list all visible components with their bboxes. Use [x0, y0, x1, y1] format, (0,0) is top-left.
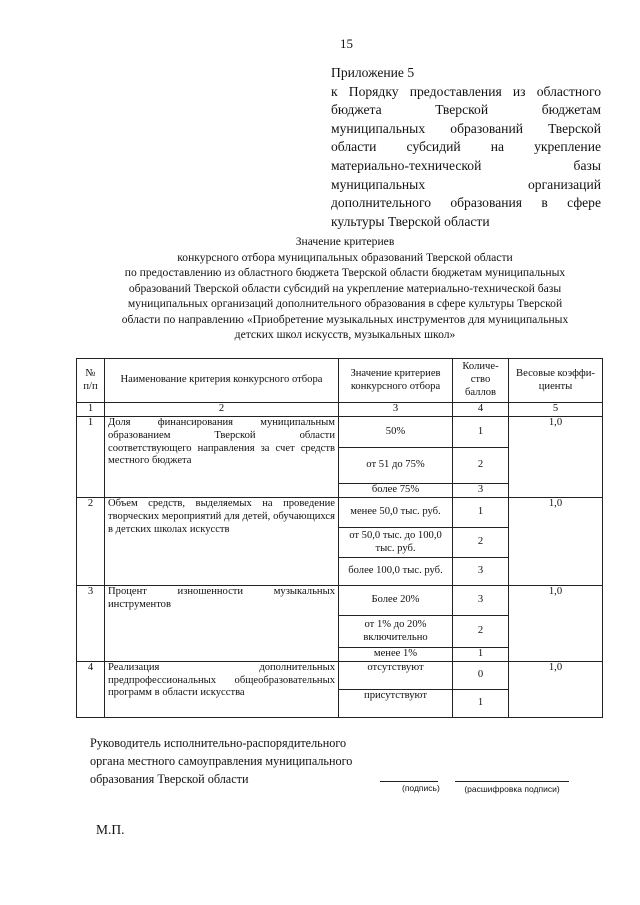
table-row [77, 498, 603, 528]
header-points: Количе-ство баллов [453, 359, 509, 403]
document-title [80, 234, 610, 343]
criterion-value: от 51 до 75% [339, 448, 453, 484]
criteria-table [76, 358, 603, 718]
criterion-points: 2 [453, 448, 509, 484]
table-row [77, 661, 603, 689]
stamp-placeholder: М.П. [96, 822, 125, 837]
signature-caption: (подпись) [402, 783, 440, 793]
page-number: 15 [340, 36, 353, 51]
header-weight: Весовые коэффи-циенты [509, 359, 603, 403]
criterion-weight: 1,0 [509, 498, 603, 586]
criterion-value: 50% [339, 417, 453, 448]
criterion-points: 1 [453, 498, 509, 528]
appendix-line: Приложение 5 [331, 65, 415, 80]
appendix-line: к Порядку предоставления из областного [331, 83, 601, 99]
title-line: Значение критериев [295, 235, 395, 248]
appendix-line: культуры Тверской области [331, 213, 490, 229]
signatory-line: образования Тверской области [90, 772, 249, 786]
criterion-value: менее 1% [339, 648, 453, 662]
table-row [77, 586, 603, 616]
criterion-name: Доля финансирования муниципальным образованием Тверской области соответствующего направления за счет средств местного бюджета [105, 417, 339, 498]
column-number-row [77, 403, 603, 417]
criterion-points: 1 [453, 648, 509, 662]
criterion-value: отсутствуют [339, 661, 453, 689]
criterion-value: присутствуют [339, 689, 453, 717]
appendix-line: муниципальных организаций [331, 176, 601, 192]
appendix-line: муниципальных образований Тверской [331, 120, 601, 136]
criterion-name: Реализация дополнительных предпрофессиональных общеобразовательных программ в области искусства [105, 661, 339, 717]
title-line: образований Тверской области субсидий на укрепление материально-технической базы [128, 281, 562, 295]
title-line: детских школ искусств, музыкальных школ» [234, 328, 456, 341]
column-number: 4 [453, 403, 509, 417]
header-num: № п/п [77, 359, 105, 403]
criterion-value: Более 20% [339, 586, 453, 616]
decoding-caption: (расшифровка подписи) [464, 784, 560, 794]
column-number: 1 [77, 403, 105, 417]
title-line: по предоставлению из областного бюджета Тверской области бюджетам муниципальных [124, 266, 566, 279]
table-header-row [77, 359, 603, 403]
criterion-points: 2 [453, 616, 509, 648]
title-line: муниципальных организаций дополнительного образования в сфере культуры Тверской [127, 297, 563, 310]
criterion-value: от 50,0 тыс. до 100,0 тыс. руб. [339, 528, 453, 558]
title-line: области по направлению «Приобретение музыкальных инструментов для муниципальных [121, 312, 569, 326]
row-num: 4 [77, 661, 105, 717]
criterion-value: более 75% [339, 484, 453, 498]
criterion-points: 0 [453, 661, 509, 689]
header-value: Значение критериев конкурсного отбора [339, 359, 453, 403]
criterion-value: от 1% до 20% включительно [339, 616, 453, 648]
criterion-name: Процент изношенности музыкальных инструментов [105, 586, 339, 662]
column-number: 5 [509, 403, 603, 417]
criterion-value: менее 50,0 тыс. руб. [339, 498, 453, 528]
criterion-points: 3 [453, 558, 509, 586]
criterion-value: более 100,0 тыс. руб. [339, 558, 453, 586]
criterion-points: 3 [453, 586, 509, 616]
signature-decoding-field-line [455, 781, 569, 782]
signatory-line: Руководитель исполнительно-распорядительного [90, 736, 347, 750]
criterion-points: 2 [453, 528, 509, 558]
appendix-line: материально-технической базы [331, 157, 601, 173]
appendix-line: дополнительного образования в сфере [331, 195, 601, 211]
appendix-line: бюджета Тверской бюджетам [331, 102, 601, 118]
row-num: 1 [77, 417, 105, 498]
criterion-weight: 1,0 [509, 586, 603, 662]
signature-field-line [380, 781, 438, 782]
signatory-block [90, 734, 390, 788]
appendix-header [331, 64, 601, 231]
criterion-points: 1 [453, 417, 509, 448]
criterion-weight: 1,0 [509, 417, 603, 498]
table-row [77, 417, 603, 448]
criterion-name: Объем средств, выделяемых на проведение творческих мероприятий для детей, обучающихся в детских школах искусств [105, 498, 339, 586]
appendix-line: области субсидий на укрепление [331, 139, 601, 155]
column-number: 2 [105, 403, 339, 417]
row-num: 2 [77, 498, 105, 586]
criterion-weight: 1,0 [509, 661, 603, 717]
criterion-points: 3 [453, 484, 509, 498]
header-name: Наименование критерия конкурсного отбора [105, 359, 339, 403]
column-number: 3 [339, 403, 453, 417]
row-num: 3 [77, 586, 105, 662]
criterion-points: 1 [453, 689, 509, 717]
title-line: конкурсного отбора муниципальных образований Тверской области [177, 250, 513, 264]
signatory-line: органа местного самоуправления муниципального [90, 754, 353, 768]
